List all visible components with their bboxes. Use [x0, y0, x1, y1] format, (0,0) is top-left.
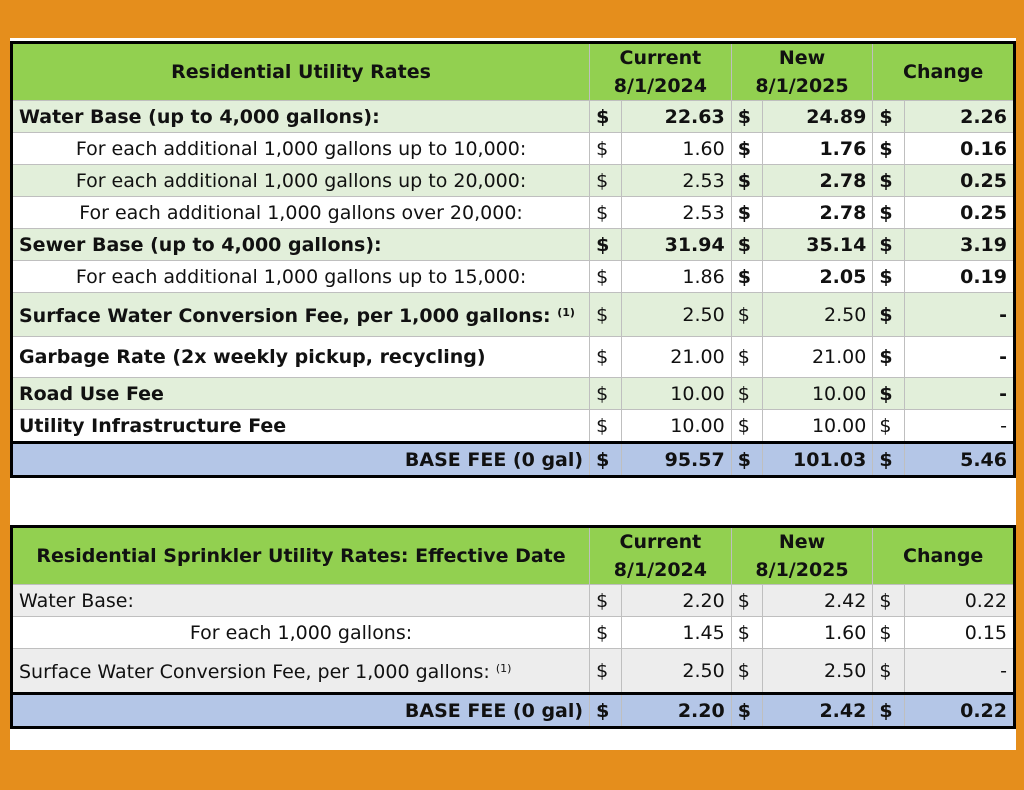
table-row — [12, 337, 1015, 378]
currency-symbol: $ — [590, 101, 621, 133]
table-row — [12, 585, 1015, 617]
current-value: 21.00 — [621, 337, 731, 378]
rates-panel — [10, 38, 1016, 750]
currency-symbol: $ — [873, 378, 904, 410]
change-value: - — [904, 649, 1014, 694]
new-value: 10.00 — [763, 378, 873, 410]
change-value: 3.19 — [904, 229, 1014, 261]
currency-symbol: $ — [873, 337, 904, 378]
table-row — [12, 410, 1015, 443]
currency-symbol: $ — [731, 649, 762, 694]
table-row — [12, 261, 1015, 293]
new-value: 1.60 — [763, 617, 873, 649]
row-label: Sewer Base (up to 4,000 gallons): — [12, 229, 590, 261]
currency-symbol: $ — [873, 133, 904, 165]
change-value: - — [904, 378, 1014, 410]
currency-symbol: $ — [873, 229, 904, 261]
currency-symbol: $ — [731, 293, 762, 337]
currency-symbol: $ — [873, 165, 904, 197]
new-header-date: 8/1/2025 — [755, 559, 849, 581]
currency-symbol: $ — [731, 617, 762, 649]
currency-symbol: $ — [590, 197, 621, 229]
currency-symbol: $ — [731, 165, 762, 197]
currency-symbol: $ — [731, 585, 762, 617]
current-value: 1.45 — [621, 617, 731, 649]
new-value: 10.00 — [763, 410, 873, 443]
table-row — [12, 197, 1015, 229]
new-value: 1.76 — [763, 133, 873, 165]
current-value: 2.50 — [621, 293, 731, 337]
change-value: 2.26 — [904, 101, 1014, 133]
change-value: 0.22 — [904, 585, 1014, 617]
new-total: 2.42 — [763, 694, 873, 728]
currency-symbol: $ — [731, 443, 762, 477]
new-value: 35.14 — [763, 229, 873, 261]
current-value: 22.63 — [621, 101, 731, 133]
currency-symbol: $ — [873, 293, 904, 337]
current-header-label: Current — [619, 47, 702, 69]
currency-symbol: $ — [873, 443, 904, 477]
current-value: 2.20 — [621, 585, 731, 617]
current-header-date: 8/1/2024 — [613, 75, 707, 97]
currency-symbol: $ — [873, 410, 904, 443]
table-row — [12, 378, 1015, 410]
current-value: 1.86 — [621, 261, 731, 293]
currency-symbol: $ — [731, 261, 762, 293]
currency-symbol: $ — [590, 410, 621, 443]
footnote-marker: (1) — [495, 662, 512, 675]
row-label: Water Base (up to 4,000 gallons): — [12, 101, 590, 133]
currency-symbol: $ — [873, 649, 904, 694]
change-value: 0.15 — [904, 617, 1014, 649]
table-row — [12, 649, 1015, 694]
currency-symbol: $ — [590, 649, 621, 694]
currency-symbol: $ — [590, 617, 621, 649]
row-label: Road Use Fee — [12, 378, 590, 410]
currency-symbol: $ — [590, 337, 621, 378]
base-fee-total-row — [12, 443, 1015, 477]
change-column-header: Change — [873, 43, 1015, 101]
table-title: Residential Sprinkler Utility Rates: Effective Date — [12, 527, 590, 585]
currency-symbol: $ — [873, 261, 904, 293]
new-header-label: New — [778, 47, 826, 69]
new-value: 2.50 — [763, 293, 873, 337]
new-value: 2.78 — [763, 165, 873, 197]
currency-symbol: $ — [590, 229, 621, 261]
residential-sprinkler-rates-table — [10, 525, 1016, 729]
new-total: 101.03 — [763, 443, 873, 477]
row-label: For each additional 1,000 gallons up to 10,000: — [12, 133, 590, 165]
currency-symbol: $ — [590, 293, 621, 337]
row-label: For each additional 1,000 gallons up to 15,000: — [12, 261, 590, 293]
new-header-date: 8/1/2025 — [755, 75, 849, 97]
row-label: Garbage Rate (2x weekly pickup, recycling) — [12, 337, 590, 378]
current-value: 10.00 — [621, 378, 731, 410]
currency-symbol: $ — [590, 443, 621, 477]
currency-symbol: $ — [873, 617, 904, 649]
currency-symbol: $ — [590, 165, 621, 197]
footnote-marker: (1) — [557, 306, 575, 319]
current-header-date: 8/1/2024 — [613, 559, 707, 581]
current-column-header — [590, 43, 732, 101]
currency-symbol: $ — [590, 261, 621, 293]
row-label: Utility Infrastructure Fee — [12, 410, 590, 443]
new-value: 2.78 — [763, 197, 873, 229]
total-label: BASE FEE (0 gal) — [12, 443, 590, 477]
new-column-header — [731, 527, 873, 585]
new-value: 2.05 — [763, 261, 873, 293]
currency-symbol: $ — [590, 133, 621, 165]
residential-utility-rates-table — [10, 41, 1016, 478]
current-value: 31.94 — [621, 229, 731, 261]
currency-symbol: $ — [731, 694, 762, 728]
change-value: - — [904, 410, 1014, 443]
change-total: 5.46 — [904, 443, 1014, 477]
base-fee-total-row — [12, 694, 1015, 728]
table-row — [12, 229, 1015, 261]
currency-symbol: $ — [590, 585, 621, 617]
current-value: 2.53 — [621, 197, 731, 229]
currency-symbol: $ — [731, 101, 762, 133]
total-label: BASE FEE (0 gal) — [12, 694, 590, 728]
currency-symbol: $ — [590, 694, 621, 728]
row-label-text: Surface Water Conversion Fee, per 1,000 gallons: — [19, 305, 551, 327]
new-value: 24.89 — [763, 101, 873, 133]
table-title: Residential Utility Rates — [12, 43, 590, 101]
row-label: For each 1,000 gallons: — [12, 617, 590, 649]
currency-symbol: $ — [731, 197, 762, 229]
row-label — [12, 293, 590, 337]
table-row — [12, 617, 1015, 649]
change-value: - — [904, 337, 1014, 378]
change-total: 0.22 — [904, 694, 1014, 728]
change-value: - — [904, 293, 1014, 337]
currency-symbol: $ — [731, 337, 762, 378]
currency-symbol: $ — [873, 101, 904, 133]
row-label: Water Base: — [12, 585, 590, 617]
new-value: 2.42 — [763, 585, 873, 617]
change-value: 0.25 — [904, 165, 1014, 197]
currency-symbol: $ — [873, 585, 904, 617]
row-label: For each additional 1,000 gallons up to 20,000: — [12, 165, 590, 197]
row-label: For each additional 1,000 gallons over 20,000: — [12, 197, 590, 229]
table-row — [12, 165, 1015, 197]
change-value: 0.25 — [904, 197, 1014, 229]
current-header-label: Current — [619, 531, 702, 553]
currency-symbol: $ — [873, 197, 904, 229]
row-label — [12, 649, 590, 694]
current-value: 10.00 — [621, 410, 731, 443]
row-label-text: Surface Water Conversion Fee, per 1,000 gallons: — [19, 661, 490, 683]
currency-symbol: $ — [731, 378, 762, 410]
currency-symbol: $ — [731, 410, 762, 443]
currency-symbol: $ — [873, 694, 904, 728]
current-value: 2.50 — [621, 649, 731, 694]
change-value: 0.16 — [904, 133, 1014, 165]
table-row — [12, 101, 1015, 133]
new-column-header — [731, 43, 873, 101]
currency-symbol: $ — [731, 229, 762, 261]
change-value: 0.19 — [904, 261, 1014, 293]
current-total: 2.20 — [621, 694, 731, 728]
current-total: 95.57 — [621, 443, 731, 477]
current-value: 2.53 — [621, 165, 731, 197]
current-value: 1.60 — [621, 133, 731, 165]
currency-symbol: $ — [731, 133, 762, 165]
new-value: 21.00 — [763, 337, 873, 378]
new-value: 2.50 — [763, 649, 873, 694]
currency-symbol: $ — [590, 378, 621, 410]
current-column-header — [590, 527, 732, 585]
table-row — [12, 293, 1015, 337]
new-header-label: New — [778, 531, 826, 553]
table-row — [12, 133, 1015, 165]
change-column-header: Change — [873, 527, 1015, 585]
